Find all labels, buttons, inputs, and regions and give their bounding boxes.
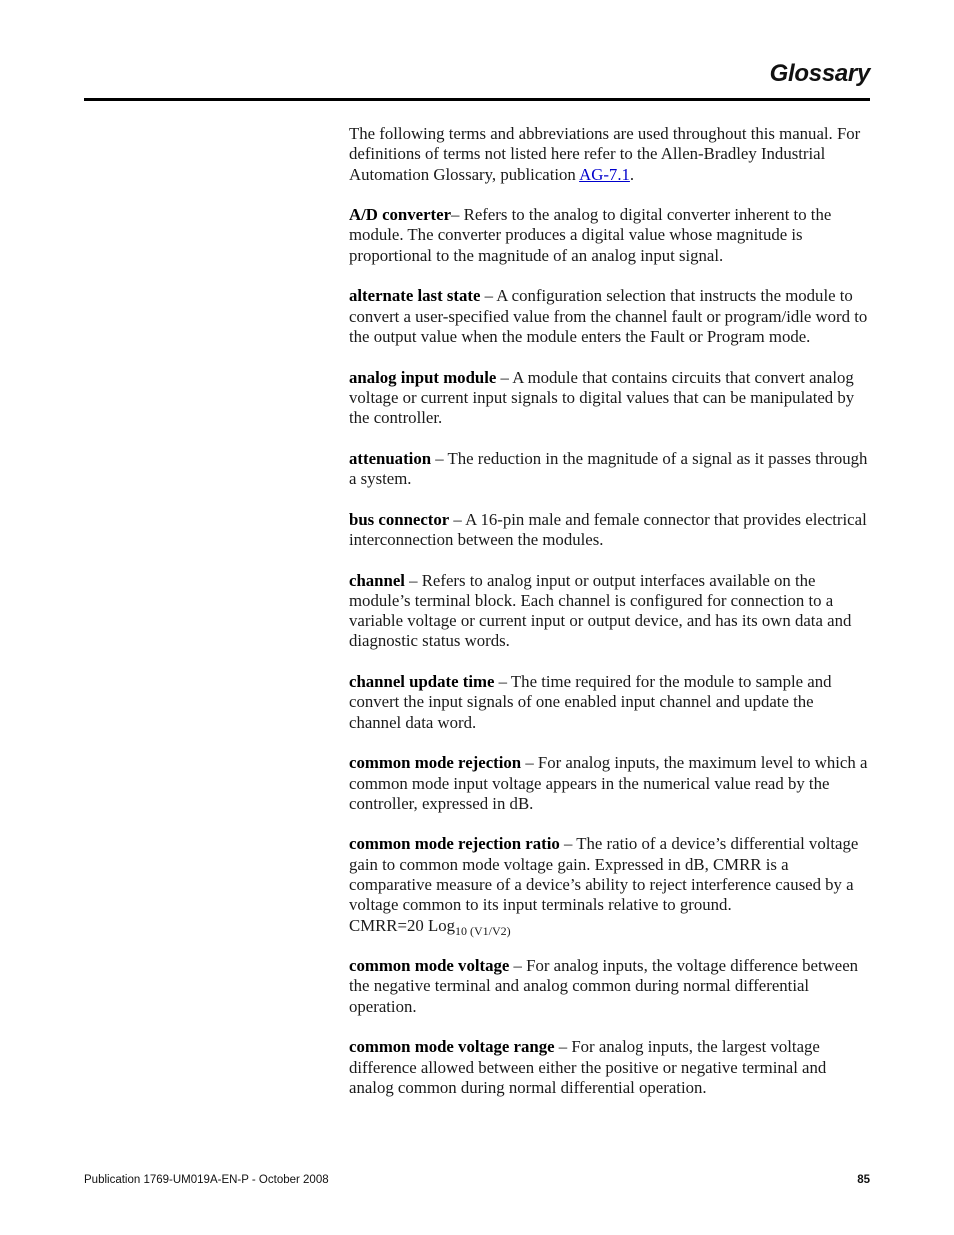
glossary-term: common mode voltage range [349,1037,555,1057]
glossary-entry [349,571,869,652]
glossary-definition: – A module that contains circuits that convert analog voltage or current input signals to digital values that can be manipulated by the controller. [349,367,855,428]
intro-paragraph [349,124,869,185]
glossary-definition: – A 16-pin male and female connector that provides electrical interconnection between the modules. [349,509,867,549]
cmrr-formula-subscript: 10 (V1/V2) [454,923,511,938]
title-rule [84,98,870,101]
glossary-term: bus connector [349,509,450,529]
glossary-definition: – Refers to the analog to digital converter inherent to the module. The converter produces a digital value whose magnitude is proportional to the magnitude of an analog input signal. [349,205,832,265]
intro-text: The following terms and abbreviations are used throughout this manual. For definitions of terms not listed here refer to the Allen-Bradley Industrial Automation Glossary, publication [349,124,861,184]
glossary-entry [349,286,869,347]
glossary-term: common mode rejection [349,753,522,773]
glossary-definition: – For analog inputs, the maximum level to which a common mode input voltage appears in the numerical value read by the controller, expressed in dB. [349,753,868,813]
glossary-entry [349,834,869,938]
glossary-definition: – For analog inputs, the largest voltage difference allowed between either the positive or negative terminal and analog common during normal differential operation. [349,1037,827,1097]
glossary-term: alternate last state [349,286,481,306]
glossary-term: analog input module [349,367,497,387]
glossary-entry [349,368,869,429]
glossary-entry [349,753,869,814]
glossary-entry [349,956,869,1017]
glossary-term: attenuation [349,448,432,468]
glossary-entry [349,510,869,551]
glossary-term: channel update time [349,672,495,692]
glossary-definition: – The reduction in the magnitude of a signal as it passes through a system. [349,448,868,489]
glossary-definition: – For analog inputs, the voltage difference between the negative terminal and analog common during normal differential operation. [349,956,859,1016]
glossary-term: channel [349,570,405,590]
glossary-term: A/D converter [349,205,452,225]
glossary-entry [349,1037,869,1098]
glossary-definition: – The ratio of a device’s differential voltage gain to common mode voltage gain. Expressed in dB, CMRR is a comparative measure of a device’s ability to reject interference caused by a voltage common to its input terminals relative to ground. [349,834,859,915]
publication-link[interactable]: AG-7.1 [579,164,630,184]
intro-end: . [629,164,635,184]
glossary-term: common mode rejection ratio [349,834,560,854]
footer-publication: Publication 1769-UM019A-EN-P - October 2008 [84,1174,329,1186]
footer-page-number: 85 [857,1174,870,1186]
page-title: Glossary [769,60,870,87]
glossary-definition: – A configuration selection that instructs the module to convert a user-specified value from the channel fault or program/idle word to the output value when the module enters the Fault or Program mode. [349,286,868,346]
glossary-definition: – The time required for the module to sample and convert the input signals of one enabled input channel and update the channel data word. [349,672,832,732]
glossary-term: common mode voltage [349,956,510,976]
glossary-entry [349,205,869,266]
glossary-entry [349,449,869,490]
glossary-entry [349,672,869,733]
cmrr-formula: CMRR=20 Log [349,915,455,935]
glossary-content [349,124,869,1119]
glossary-definition: – Refers to analog input or output interfaces available on the module’s terminal block. Each channel is configured for connection to a variable voltage or current input or output device, and has its own data and diagnostic status words. [349,570,852,651]
